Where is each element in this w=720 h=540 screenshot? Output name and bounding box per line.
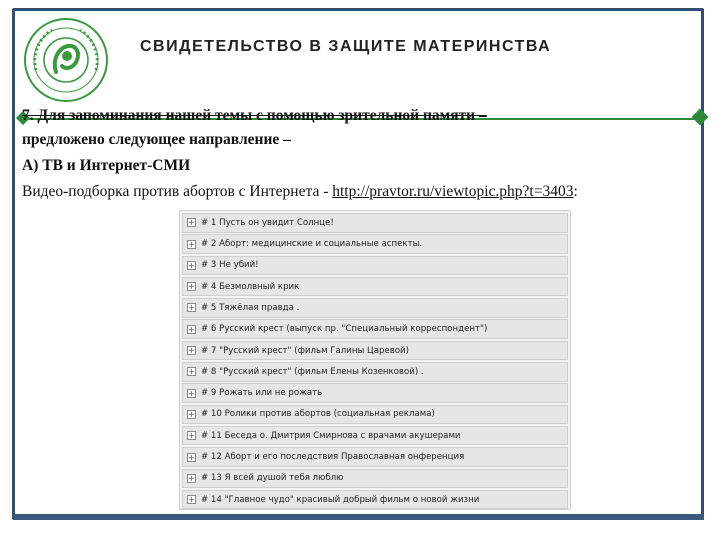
expand-toggle-icon[interactable]: + — [188, 409, 195, 419]
video-list-item-label: # 2 Аборт: медицинские и социальные аспекты. — [201, 239, 423, 250]
expand-toggle-icon[interactable]: + — [188, 495, 195, 505]
video-list-item[interactable] — [182, 405, 568, 425]
expand-toggle-icon[interactable]: + — [188, 239, 195, 249]
point-7-continuation: предложено следующее направление – — [22, 131, 291, 148]
video-list-item-label: # 12 Аборт и его последствия Православная онференция — [201, 452, 465, 463]
video-list-item[interactable] — [182, 362, 568, 382]
video-list-item-label: # 10 Ролики против абортов (социальная реклама) — [201, 409, 435, 420]
video-list-item[interactable] — [182, 277, 568, 297]
video-list-item-label: # 13 Я всей душой тебя люблю — [201, 473, 344, 484]
video-list-item-label: # 11 Беседа о. Дмитрия Смирнова с врачами акушерами — [201, 430, 461, 441]
expand-toggle-icon[interactable]: + — [188, 367, 195, 377]
video-collection-text: Видео-подборка против абортов с Интернета - — [22, 183, 333, 200]
video-list-item-label: # 3 Не убий! — [201, 260, 259, 271]
video-collection-sentence — [22, 183, 578, 201]
pravtor-link[interactable]: http://pravtor.ru/viewtopic.php?t=3403 — [332, 183, 574, 200]
video-list-item[interactable] — [182, 383, 568, 403]
video-list-item[interactable] — [182, 234, 568, 254]
slide-title: СВИДЕТЕЛЬСТВО В ЗАЩИТЕ МАТЕРИНСТВА — [140, 38, 552, 55]
expand-toggle-icon[interactable]: + — [188, 282, 195, 292]
expand-toggle-icon[interactable]: + — [188, 388, 195, 398]
video-list-item-label: # 4 Безмолвный крик — [201, 281, 300, 292]
subsection-a-label: А) ТВ и Интернет-СМИ — [22, 157, 191, 174]
video-list-item-label: # 7 "Русский крест" (фильм Галины Царевой) — [201, 345, 409, 356]
expand-toggle-icon[interactable]: + — [188, 473, 195, 483]
video-list-item[interactable] — [182, 426, 568, 446]
expand-toggle-icon[interactable]: + — [188, 452, 195, 462]
video-list-item[interactable] — [182, 341, 568, 361]
maternity-protection-logo — [22, 16, 110, 104]
expand-toggle-icon[interactable]: + — [188, 346, 195, 356]
video-list-item[interactable] — [182, 319, 568, 339]
slide-frame-bottom-bar — [14, 514, 704, 520]
expand-toggle-icon[interactable]: + — [188, 303, 195, 313]
video-collection-colon: : — [573, 183, 578, 200]
video-list-item[interactable] — [182, 256, 568, 276]
expand-toggle-icon[interactable]: + — [188, 218, 195, 228]
point-7-heading: 7. Для запоминания нашей темы с помощью зрительной памяти – — [22, 107, 487, 124]
video-list-item-label: # 14 "Главное чудо" красивый добрый фильм о новой жизни — [201, 494, 480, 505]
expand-toggle-icon[interactable]: + — [188, 260, 195, 270]
video-list — [179, 210, 571, 510]
video-list-item-label: # 8 "Русский крест" (фильм Елены Козенковой) . — [201, 366, 424, 377]
video-list-item[interactable] — [182, 298, 568, 318]
video-list-item[interactable] — [182, 469, 568, 489]
video-list-item[interactable] — [182, 447, 568, 467]
video-list-item-label: # 9 Рожать или не рожать — [201, 388, 323, 399]
video-list-item[interactable] — [182, 490, 568, 510]
expand-toggle-icon[interactable]: + — [188, 324, 195, 334]
video-list-item-label: # 1 Пусть он увидит Солнце! — [201, 217, 334, 228]
video-list-item[interactable] — [182, 213, 568, 233]
video-list-item-label: # 6 Русский крест (выпуск пр. "Специальный корреспондент") — [201, 324, 488, 335]
expand-toggle-icon[interactable]: + — [188, 431, 195, 441]
video-list-item-label: # 5 Тяжёлая правда . — [201, 302, 300, 313]
